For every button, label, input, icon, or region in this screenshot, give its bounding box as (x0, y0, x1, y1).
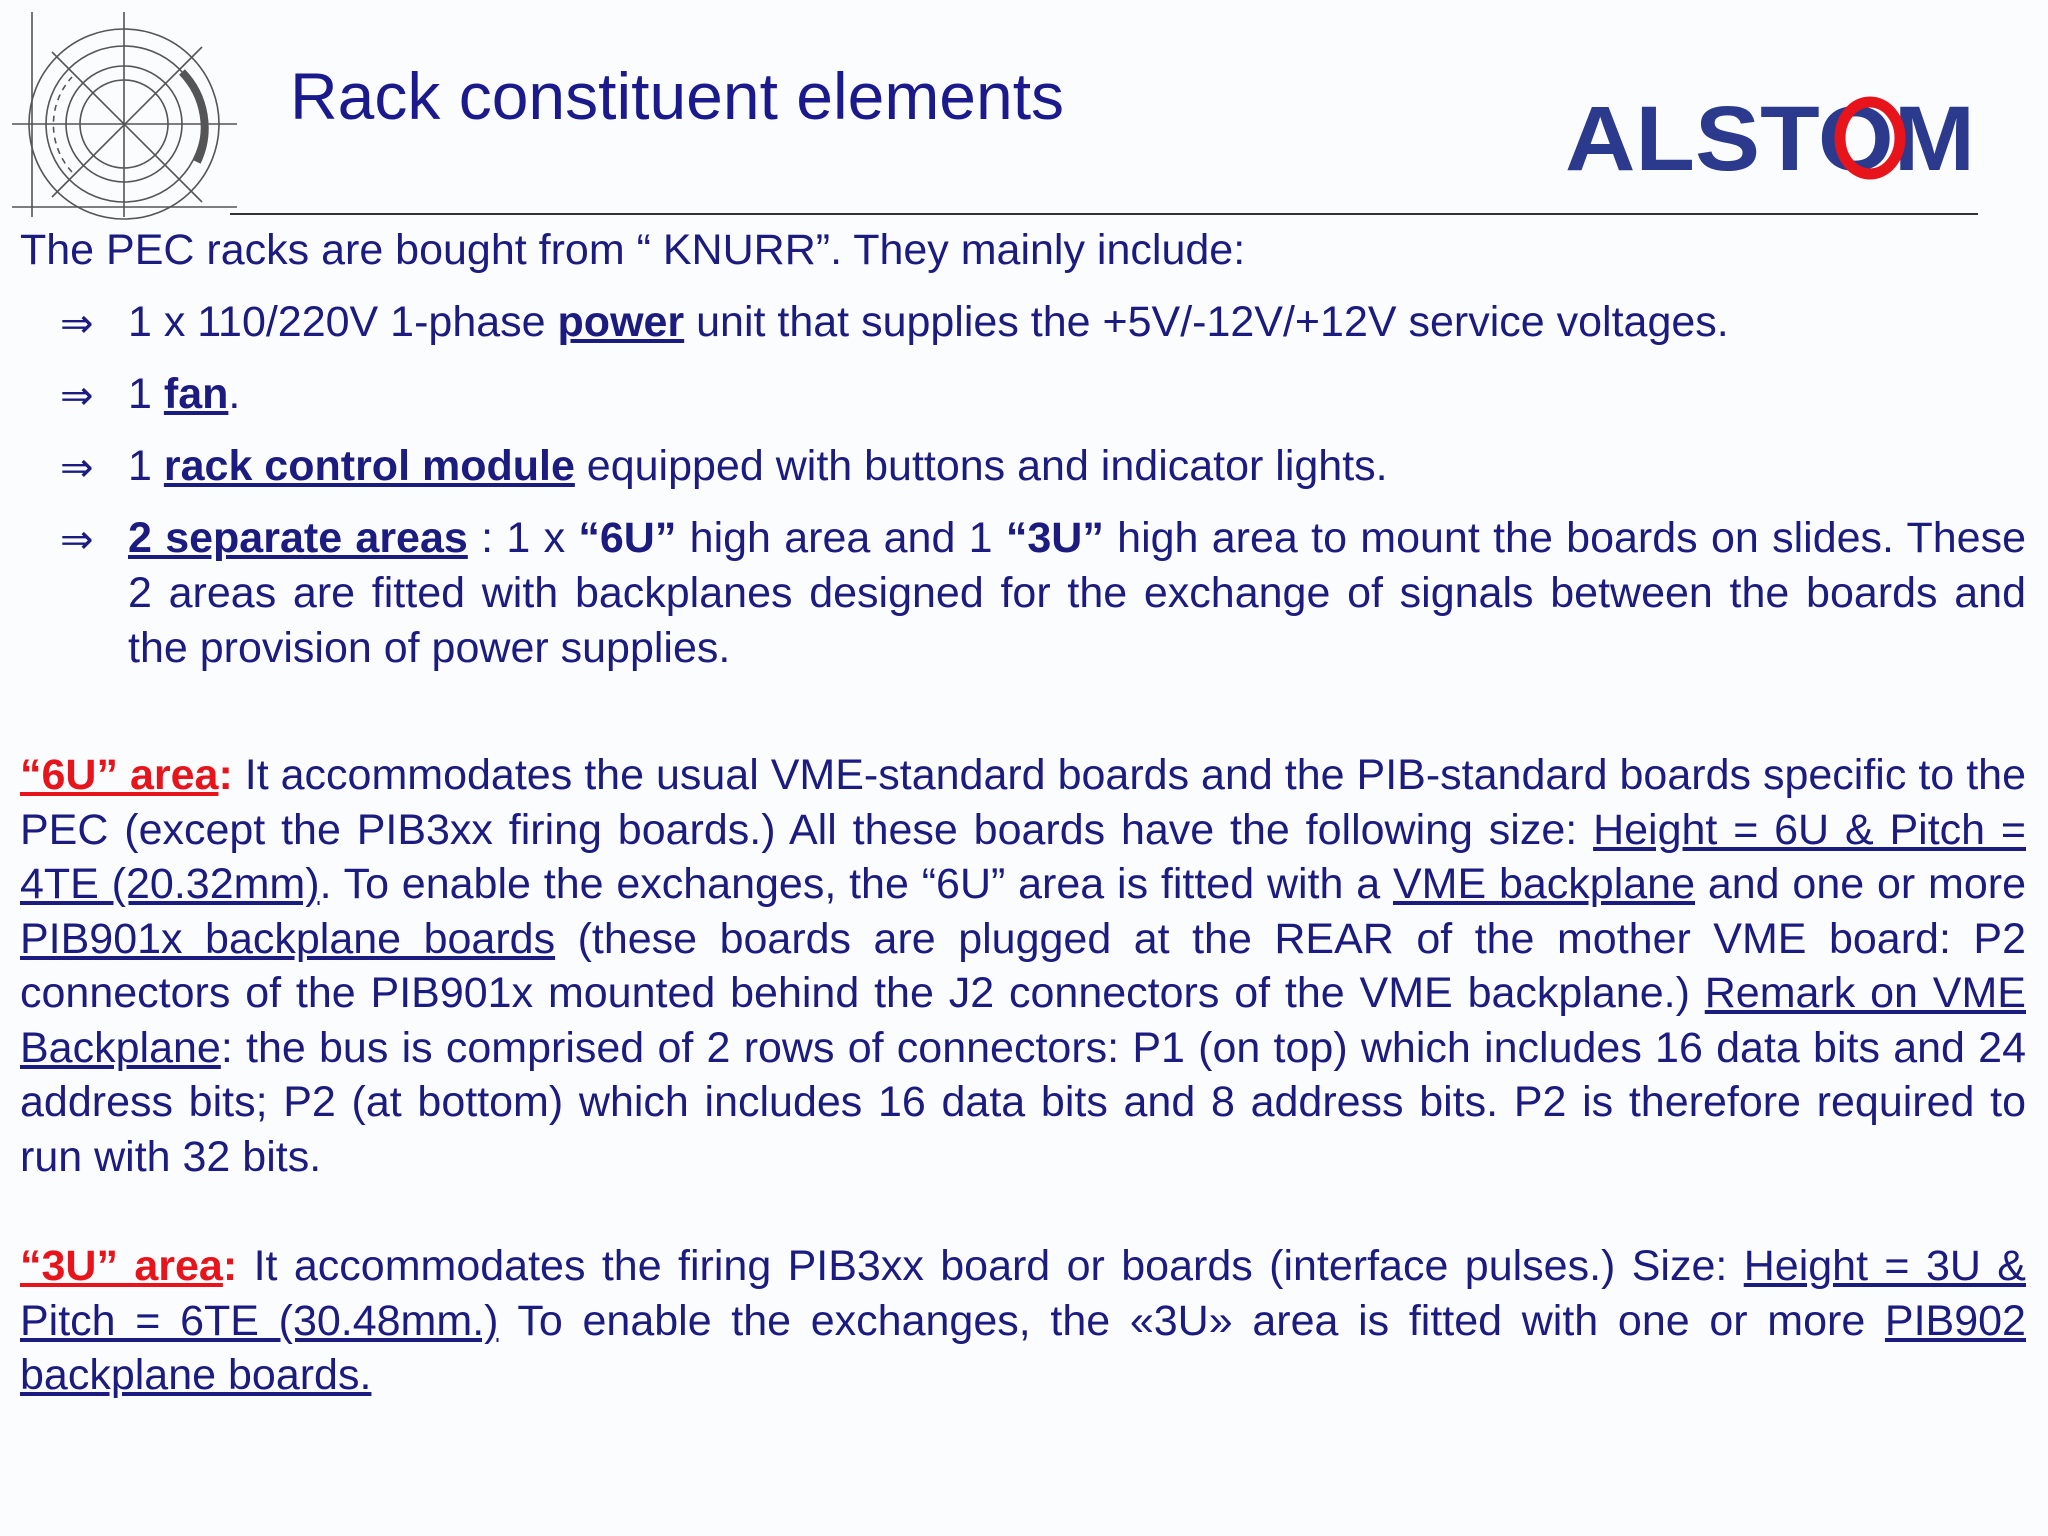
intro-text: The PEC racks are bought from “ KNURR”. They mainly include: (20, 226, 1246, 274)
area-3u-paragraph: “3U” area: It accommodates the firing PIB3xx board or boards (interface pulses.) Size: Height = 3U & Pitch = 6TE (30.48mm.) To enable the exchanges, the «3U» area is fitted with one or more PIB902 backplane boards. (20, 1242, 2026, 1399)
technical-drawing-logo (12, 12, 242, 222)
page-title: Rack constituent elements (290, 59, 1065, 133)
arrow-icon: ⇒ (60, 301, 94, 347)
header-divider (230, 213, 1978, 215)
list-item: ⇒ 1 x 110/220V 1-phase power unit that supplies the +5V/-12V/+12V service voltages. (60, 295, 2026, 350)
arrow-icon: ⇒ (60, 517, 94, 563)
area-6u-label: “6U” area (20, 751, 219, 799)
arrow-icon: ⇒ (60, 445, 94, 491)
keyword-rack-control-module: rack control module (163, 442, 575, 490)
arrow-icon: ⇒ (60, 373, 94, 419)
component-list (60, 295, 2026, 693)
svg-text:ALSTOM: ALSTOM (1565, 92, 1975, 182)
area-6u-paragraph: “6U” area: It accommodates the usual VME-standard boards and the PIB-standard boards specific to the PEC (except the PIB3xx firing boards.) All these boards have the following size: Height = 6U & Pitch = 4TE (20.32mm). To enable the exchanges, the “6U” area is fitted with a VME backplane and one or more PIB901x backplane boards (these boards are plugged at the REAR of the mother VME board: P2 connectors of the PIB901x mounted behind the J2 connectors of the VME backplane.) Remark on VME Backplane: the bus is comprised of 2 rows of connectors: P1 (on top) which includes 16 data bits and 24 address bits; P2 (at bottom) which includes 16 data bits and 8 address bits. P2 is therefore required to run with 32 bits. (20, 751, 2026, 1181)
keyword-fan: fan (163, 370, 229, 418)
area-3u-label: “3U” area (20, 1242, 223, 1290)
keyword-power: power (557, 298, 685, 346)
keyword-separate-areas: 2 separate areas (128, 514, 468, 562)
list-item: ⇒ 2 separate areas : 1 x “6U” high area and 1 “3U” high area to mount the boards on slides. These 2 areas are fitted with backplanes designed for the exchange of signals between the boards and the provision of power supplies. (60, 514, 2027, 672)
alstom-logo (1565, 92, 1985, 182)
list-item: ⇒ 1 fan. (60, 367, 2026, 422)
list-item: ⇒ 1 rack control module equipped with buttons and indicator lights. (60, 439, 2026, 494)
